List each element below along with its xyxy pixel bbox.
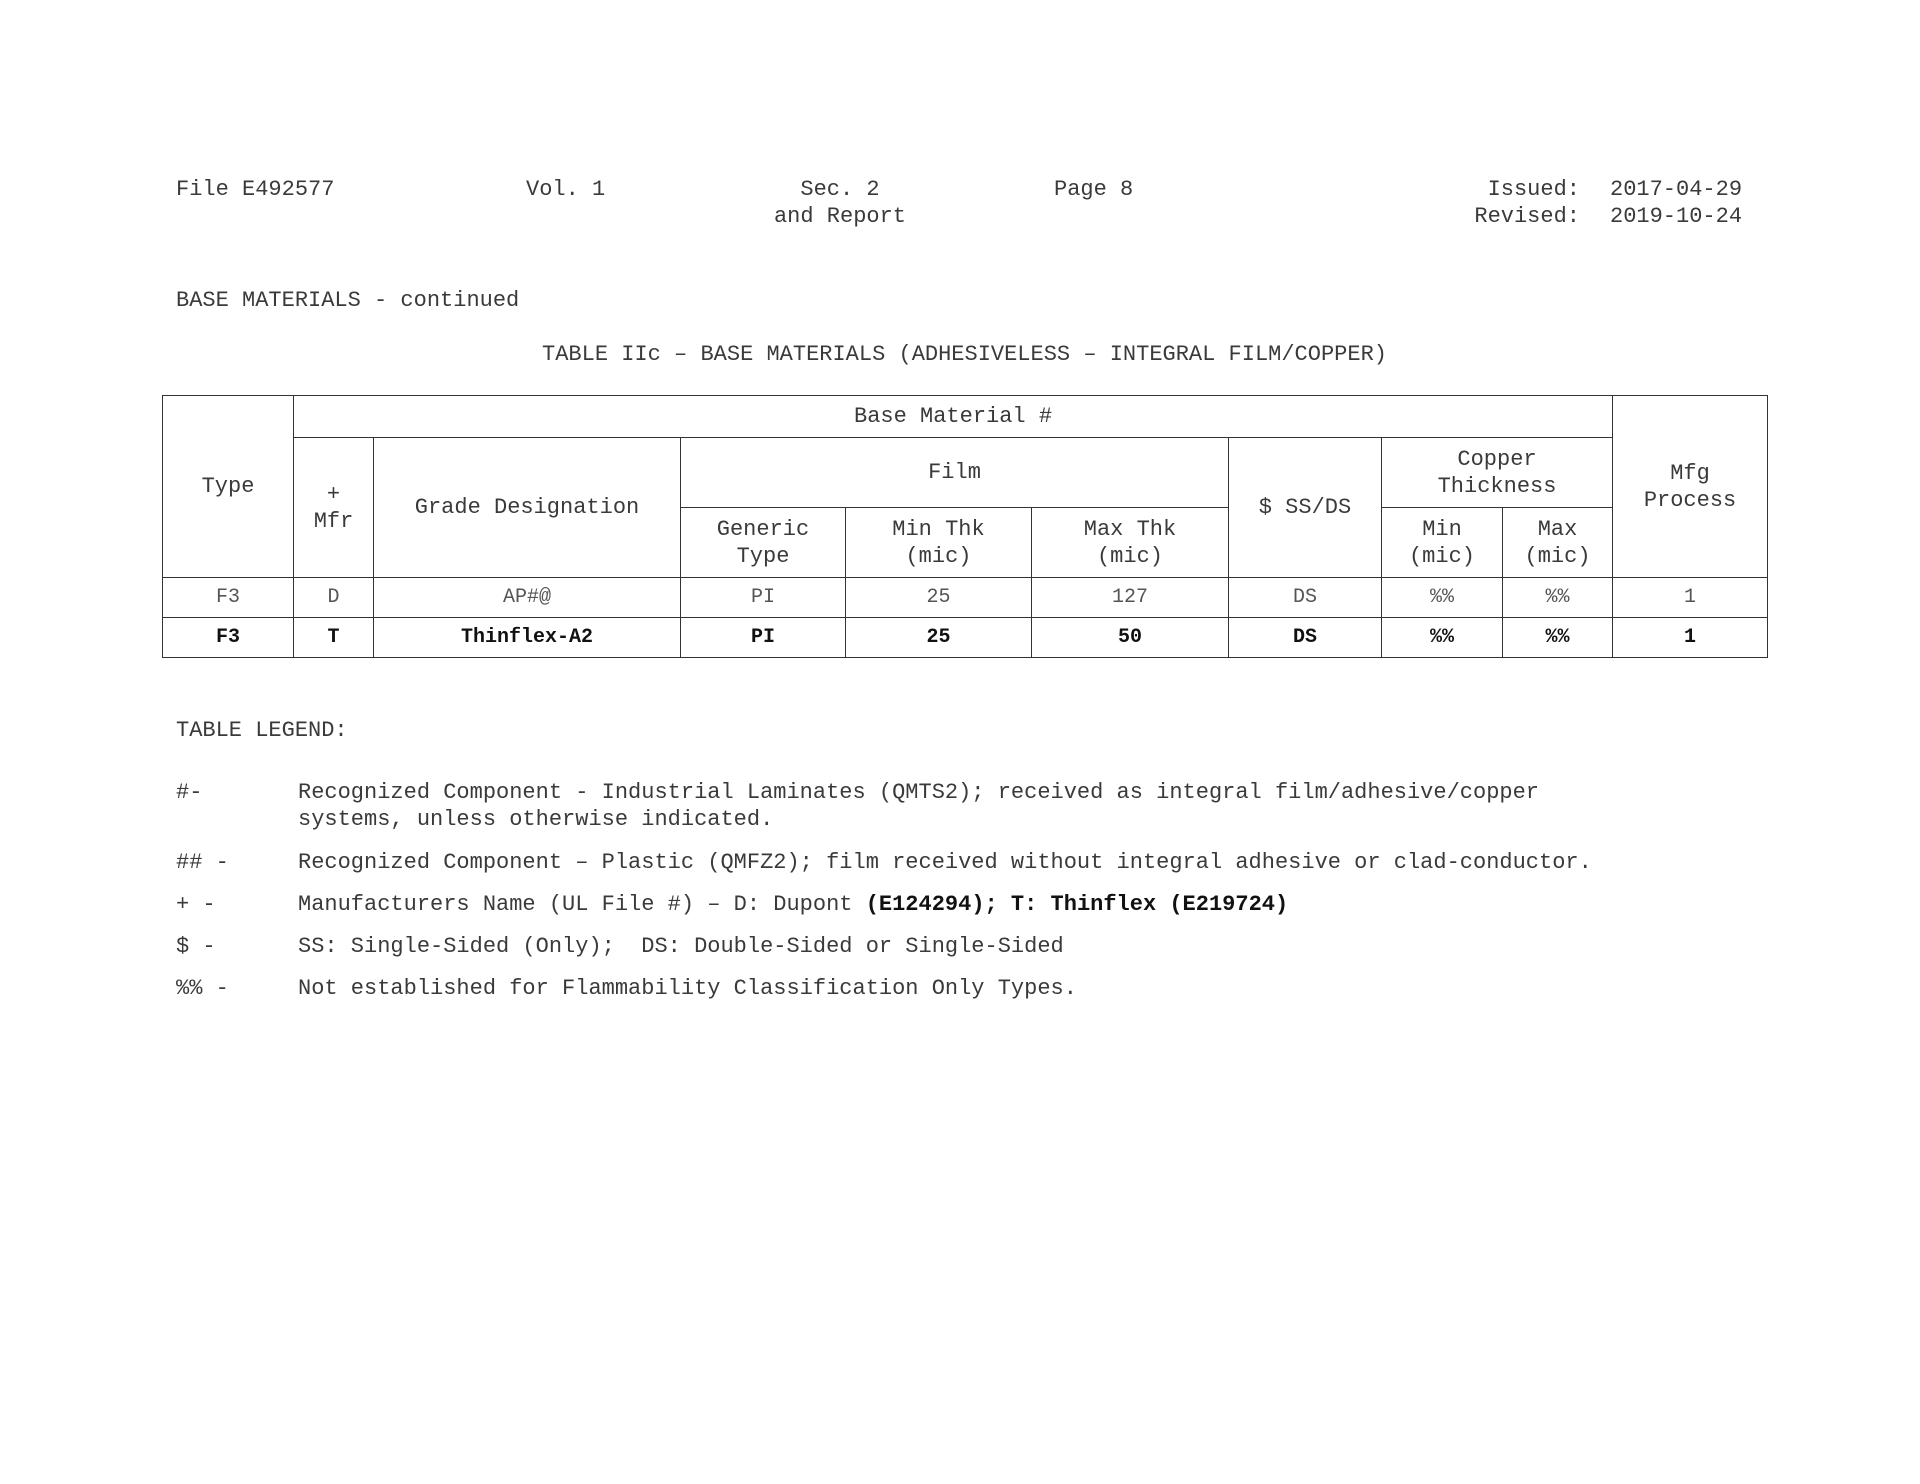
cell-min-thk: 25 — [846, 578, 1032, 618]
section-line2: and Report — [773, 204, 907, 229]
page-number: Page 8 — [1054, 177, 1134, 202]
legend-text: Recognized Component – Plastic (QMFZ2); film received without integral adhesive or clad-conductor. — [298, 850, 1592, 875]
cell-mfr: T — [294, 618, 374, 658]
cell-type: F3 — [163, 578, 294, 618]
cell-ssds: DS — [1229, 618, 1382, 658]
header-max-thk-line1: Max Thk — [1083, 516, 1177, 542]
section-line1: Sec. 2 — [800, 177, 880, 202]
legend-text: SS: Single-Sided (Only); DS: Double-Sided or Single-Sided — [298, 934, 1064, 959]
base-materials-table — [162, 395, 1768, 658]
header-mfr-line2: Mfr — [313, 508, 354, 534]
header-cu-max-line1: Max — [1537, 516, 1578, 542]
legend-text: Recognized Component - Industrial Laminates (QMTS2); received as integral film/adhesive/copper — [298, 780, 1540, 805]
cell-mfr: D — [294, 578, 374, 618]
header-mfg-line2: Process — [1643, 487, 1737, 513]
revised-label: Revised: — [1474, 204, 1580, 229]
header-generic-line2: Type — [736, 543, 790, 569]
header-cu-min-line1: Min — [1422, 516, 1462, 542]
header-cu-min — [1382, 508, 1503, 578]
legend-key: %% - — [176, 976, 229, 1001]
legend-text-bold: (E124294); T: Thinflex (E219724) — [865, 892, 1289, 917]
cell-type: F3 — [163, 618, 294, 658]
cell-generic-type: PI — [681, 578, 846, 618]
header-copper-line2: Thickness — [1437, 473, 1557, 499]
header-min-thk-line1: Min Thk — [892, 516, 985, 542]
header-mfr-line1: + — [326, 481, 341, 507]
cell-max-thk: 127 — [1032, 578, 1229, 618]
table-row — [163, 578, 1768, 618]
legend-text: Not established for Flammability Classification Only Types. — [298, 976, 1077, 1001]
header-copper-thickness — [1382, 438, 1613, 508]
header-max-thk-line2: (mic) — [1096, 543, 1163, 569]
header-ssds: $ SS/DS — [1229, 438, 1382, 578]
header-min-thk — [846, 508, 1032, 578]
cell-mfg-process: 1 — [1613, 578, 1768, 618]
header-copper-line1: Copper — [1457, 446, 1537, 472]
header-mfr — [294, 438, 374, 578]
cell-cu-min: %% — [1382, 578, 1503, 618]
header-mfg-process — [1613, 396, 1768, 578]
table-row — [163, 618, 1768, 658]
header-generic-type — [681, 508, 846, 578]
cell-mfg-process: 1 — [1613, 618, 1768, 658]
issued-label: Issued: — [1487, 177, 1580, 202]
header-cu-min-line2: (mic) — [1408, 543, 1475, 569]
issued-date: 2017-04-29 — [1610, 177, 1743, 202]
header-generic-line1: Generic — [716, 516, 810, 542]
legend-key: + - — [176, 892, 216, 917]
cell-grade: AP#@ — [374, 578, 681, 618]
cell-grade: Thinflex-A2 — [374, 618, 681, 658]
cell-generic-type: PI — [681, 618, 846, 658]
header-type: Type — [163, 396, 294, 578]
header-grade: Grade Designation — [374, 438, 681, 578]
legend-text-plain: Manufacturers Name (UL File #) – D: Dupont — [298, 892, 866, 917]
cell-cu-max: %% — [1503, 578, 1613, 618]
header-cu-max — [1503, 508, 1613, 578]
header-film: Film — [681, 438, 1229, 508]
header-min-thk-line2: (mic) — [905, 543, 972, 569]
header-cu-max-line2: (mic) — [1524, 543, 1591, 569]
table-title: TABLE IIc – BASE MATERIALS (ADHESIVELESS – INTEGRAL FILM/COPPER) — [542, 342, 1387, 367]
cell-min-thk: 25 — [846, 618, 1032, 658]
legend-text-continued: systems, unless otherwise indicated. — [298, 807, 774, 832]
header-base-material: Base Material # — [294, 396, 1613, 438]
cell-cu-max: %% — [1503, 618, 1613, 658]
cell-max-thk: 50 — [1032, 618, 1229, 658]
legend-key: $ - — [176, 934, 216, 959]
header-mfg-line1: Mfg — [1670, 460, 1710, 486]
legend-key: #- — [176, 780, 203, 805]
header-max-thk — [1032, 508, 1229, 578]
revised-date: 2019-10-24 — [1610, 204, 1743, 229]
legend-title: TABLE LEGEND: — [176, 718, 348, 743]
cell-cu-min: %% — [1382, 618, 1503, 658]
section-title: BASE MATERIALS - continued — [176, 288, 520, 313]
file-number: File E492577 — [176, 177, 335, 202]
volume: Vol. 1 — [526, 177, 606, 202]
legend-text — [298, 891, 1288, 918]
cell-ssds: DS — [1229, 578, 1382, 618]
legend-key: ## - — [176, 850, 229, 875]
